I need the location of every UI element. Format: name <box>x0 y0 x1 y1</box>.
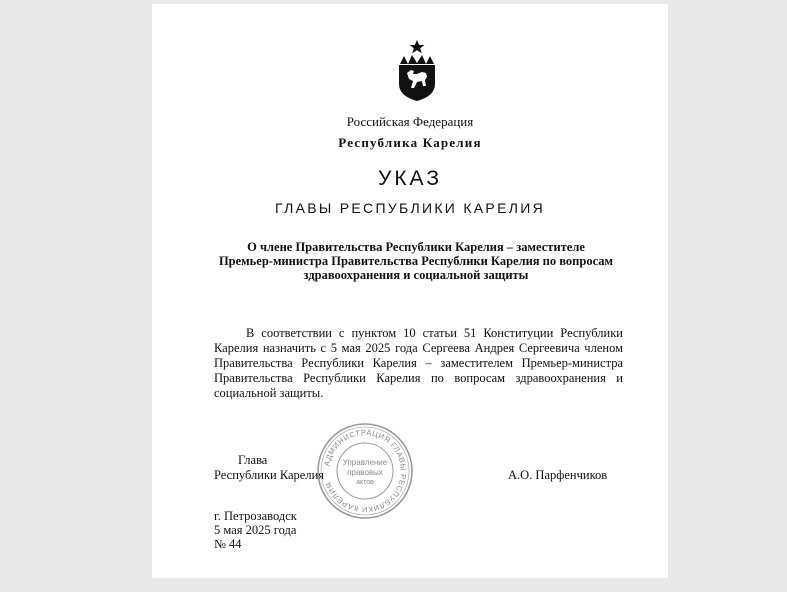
stamp-outer-text: АДМИНИСТРАЦИЯ ГЛАВЫ РЕСПУБЛИКИ КАРЕЛИЯ <box>322 427 409 515</box>
official-stamp <box>316 422 414 520</box>
republic-label: Республика Карелия <box>338 135 482 150</box>
signatory-title-line2: Республики Карелия <box>214 468 325 482</box>
stamp-inner-line2: правовых <box>347 468 383 477</box>
decree-title-line: О члене Правительства Республики Карелия – заместителе <box>247 240 585 254</box>
stamp-inner-line3: актов <box>356 479 374 486</box>
decree-title <box>218 240 614 282</box>
decree-body: В соответствии с пунктом 10 статьи 51 Конституции Республики Карелия назначить с 5 мая 2025 года Сергеева Андрея Сергеевича членом Правительства Республики Карелия – заместителем Премьер-министра Правительства Республики Карелия по вопросам здравоохранения и социальной защиты. <box>214 326 623 400</box>
document-number: № 44 <box>214 537 242 551</box>
federation-label: Российская Федерация <box>346 114 474 129</box>
signatory-name: А.О. Парфенчиков <box>508 468 608 482</box>
stamp-inner-line1: Управление <box>342 458 388 467</box>
signatory-title-line1: Глава <box>238 453 268 467</box>
decree-title-line: здравоохранения и социальной защиты <box>303 268 529 282</box>
karelia-coat-of-arms-icon <box>396 40 438 102</box>
document-type: УКАЗ <box>377 167 443 190</box>
document-page <box>152 4 668 578</box>
issuer-title: ГЛАВЫ РЕСПУБЛИКИ КАРЕЛИЯ <box>275 200 545 216</box>
date-label: 5 мая 2025 года <box>214 523 297 537</box>
city-label: г. Петрозаводск <box>214 509 297 523</box>
decree-title-line: Премьер-министра Правительства Республики Карелия по вопросам <box>218 254 614 268</box>
